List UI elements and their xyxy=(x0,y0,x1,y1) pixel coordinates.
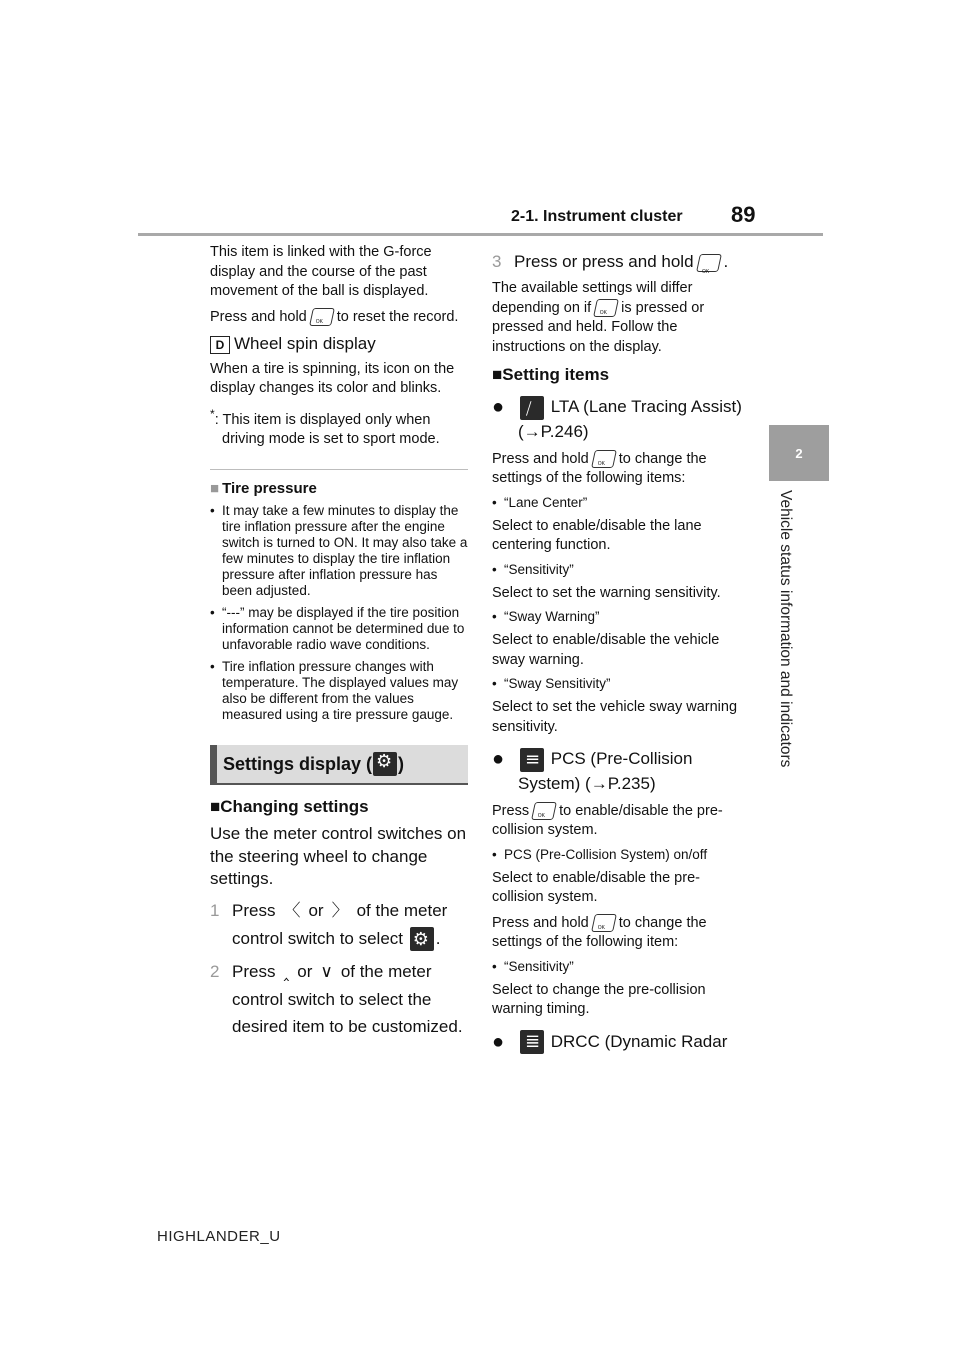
bullet-dot: ● xyxy=(492,748,505,771)
pcs-item2-desc: Select to change the pre-collision warning timing. xyxy=(492,981,706,1018)
lta-item-desc: Select to set the warning sensitivity. xyxy=(492,584,721,601)
lta-heading: ● ⧸ LTA (Lane Tracing Assist) (→P.246) xyxy=(492,395,747,444)
radar-cruise-icon xyxy=(520,1030,544,1054)
ok-button-icon xyxy=(593,299,619,317)
pcs-item2-name: • “Sensitivity” xyxy=(492,959,747,975)
ok-button-icon xyxy=(591,914,617,932)
ok-button-icon xyxy=(591,450,617,468)
section-title: 2-1. Instrument cluster xyxy=(511,208,683,225)
chapter-label: Vehicle status information and indicators xyxy=(777,490,794,768)
square-bullet-icon: ■ xyxy=(210,797,221,817)
step-2 xyxy=(210,958,468,1040)
gear-icon xyxy=(373,752,397,776)
tire-note-1: • It may take a few minutes to display the tire inflation pressure after the engine switch is turned to ON. It may also take a few minutes to display the tire inflation pressure after inflation pressure has been adjusted. xyxy=(210,503,468,599)
bullet-dot: ● xyxy=(492,1030,505,1053)
step-number: 3 xyxy=(492,252,502,271)
tire-note-3: • Tire inflation pressure changes with temperature. The displayed values may also be different from the values measured using a tire pressure gauge. xyxy=(210,659,468,723)
step-1-text: Press 〈 or 〉 of the meter control switch to select ⚙ . xyxy=(232,897,468,952)
footnote: *: This item is displayed only when driving mode is set to sport mode. xyxy=(210,406,440,447)
lta-item-desc: Select to enable/disable the lane centering function. xyxy=(492,517,702,554)
chevron-up-icon: ‸ xyxy=(283,961,290,982)
reset-instruction: Press and holdOK to reset the record. xyxy=(210,308,468,328)
step-1 xyxy=(210,897,468,952)
tire-note-2: • “---” may be displayed if the tire position information cannot be determined due to unfavorable radio wave conditions. xyxy=(210,605,468,653)
lta-hold-instruction: Press and holdOK to change the settings of the following items: xyxy=(492,450,747,489)
bullet-dot: ● xyxy=(492,396,505,418)
step-3 xyxy=(492,248,747,275)
settings-display-heading: Settings display ( ⚙ ) xyxy=(210,745,468,785)
step-3-text: Press or press and holdOK . xyxy=(514,248,728,275)
header-divider xyxy=(138,233,823,236)
chapter-tab: 2 xyxy=(769,425,829,481)
step-number: 2 xyxy=(210,961,220,981)
d-letter-box: D xyxy=(210,336,230,354)
lta-item-desc: Select to set the vehicle sway warning sensitivity. xyxy=(492,699,738,735)
ok-button-icon xyxy=(309,308,335,326)
lane-tracing-icon xyxy=(520,396,544,420)
section-divider xyxy=(210,469,468,470)
chevron-right-icon: 〉 xyxy=(331,900,349,921)
gear-icon xyxy=(410,927,434,951)
lta-item-name: • “Sway Warning” xyxy=(492,609,747,625)
square-bullet-icon: ■ xyxy=(210,480,220,498)
drcc-heading: ● ≣ DRCC (Dynamic Radar xyxy=(492,1030,747,1055)
pcs-item-name: • PCS (Pre-Collision System) on/off xyxy=(492,847,747,863)
chevron-left-icon: 〈 xyxy=(283,900,301,921)
pcs-item-desc: Select to enable/disable the pre-collision system. xyxy=(492,869,700,906)
chevron-down-icon: ∨ xyxy=(320,961,333,982)
wheel-spin-description: When a tire is spinning, its icon on the display changes its color and blinks. xyxy=(210,360,455,396)
square-bullet-icon: ■ xyxy=(492,365,503,384)
ok-button-icon xyxy=(696,254,722,272)
setting-items-heading: ■Setting items xyxy=(492,365,610,384)
tire-pressure-heading: ■ Tire pressure xyxy=(210,480,317,498)
changing-settings-intro: Use the meter control switches on the steering wheel to change settings. xyxy=(210,824,467,889)
step-3-description: The available settings will differ depending on ifOK is pressed or pressed and held. Follow the instructions on the display. xyxy=(492,279,747,357)
pcs-hold-instruction: Press and holdOK to change the settings of the following item: xyxy=(492,914,747,953)
gforce-description: This item is linked with the G-force display and the course of the past movement of the ball is displayed. xyxy=(210,244,432,299)
lta-item-name: • “Sway Sensitivity” xyxy=(492,676,747,692)
pre-collision-icon xyxy=(520,748,544,772)
step-2-text: Press ‸ or ∨ of the meter control switch to select the desired item to be customized. xyxy=(232,958,468,1040)
pcs-heading: ● ≡ PCS (Pre-Collision System) (→P.235) xyxy=(492,747,747,796)
page-number: 89 xyxy=(731,202,756,227)
footer-model: HIGHLANDER_U xyxy=(157,1228,281,1245)
lta-item-desc: Select to enable/disable the vehicle sway warning. xyxy=(492,632,720,668)
wheel-spin-heading: D Wheel spin display xyxy=(210,333,468,356)
lta-item-name: • “Sensitivity” xyxy=(492,562,747,578)
chapter-label-wrap xyxy=(772,490,798,800)
lta-item-name: • “Lane Center” xyxy=(492,495,747,511)
ok-button-icon xyxy=(531,802,557,820)
changing-settings-heading: ■Changing settings xyxy=(210,797,369,817)
left-column xyxy=(210,243,468,1040)
pcs-press-instruction: PressOK to enable/disable the pre-collision system. xyxy=(492,802,747,841)
right-column xyxy=(492,248,747,1060)
step-number: 1 xyxy=(210,900,220,920)
